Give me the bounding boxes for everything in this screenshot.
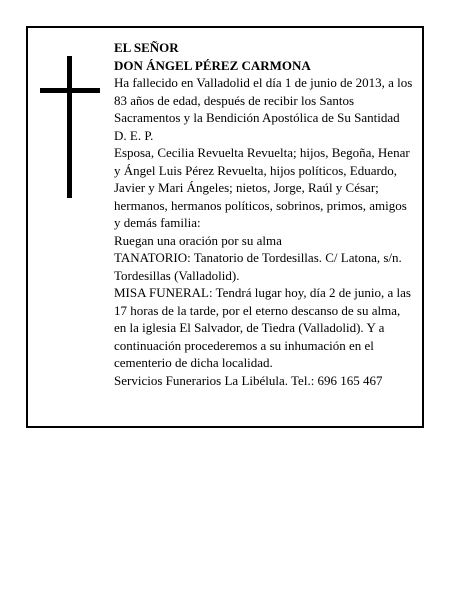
family-list: Esposa, Cecilia Revuelta Revuelta; hijos, Begoña, Henar y Ángel Luis Pérez Revuelta, hijos políticos, Eduardo, Javier y Mari Ángeles; nietos, Jorge, Raúl y César; hermanos, hermanos políticos, sobrinos, primos, amigos y demás familia:	[114, 145, 410, 230]
cross-vertical-bar	[67, 56, 72, 198]
cross-horizontal-bar	[40, 88, 100, 93]
obituary-text	[114, 39, 414, 389]
death-announcement: Ha fallecido en Valladolid el día 1 de junio de 2013, a los 83 años de edad, después de recibir los Santos Sacramentos y la Bendición Apostólica de Su Santidad D. E. P.	[114, 75, 413, 143]
obituary-notice	[26, 26, 424, 428]
services-contact: Servicios Funerarios La Libélula. Tel.: 696 165 467	[114, 372, 383, 388]
deceased-name: DON ÁNGEL PÉREZ CARMONA	[114, 57, 311, 73]
prayer-request: Ruegan una oración por su alma	[114, 232, 282, 248]
funeral-mass-info: MISA FUNERAL: Tendrá lugar hoy, día 2 de junio, a las 17 horas de la tarde, por el eterno descanso de su alma, en la iglesia El Salvador, de Tiedra (Valladolid). Y a continuación procederemos a su inhumación en el cementerio de dicha localidad.	[114, 285, 411, 370]
cross-icon	[40, 56, 100, 198]
funeral-home-info: TANATORIO: Tanatorio de Tordesillas. C/ Latona, s/n. Tordesillas (Valladolid).	[114, 250, 402, 283]
title-line-1: EL SEÑOR	[114, 40, 179, 55]
